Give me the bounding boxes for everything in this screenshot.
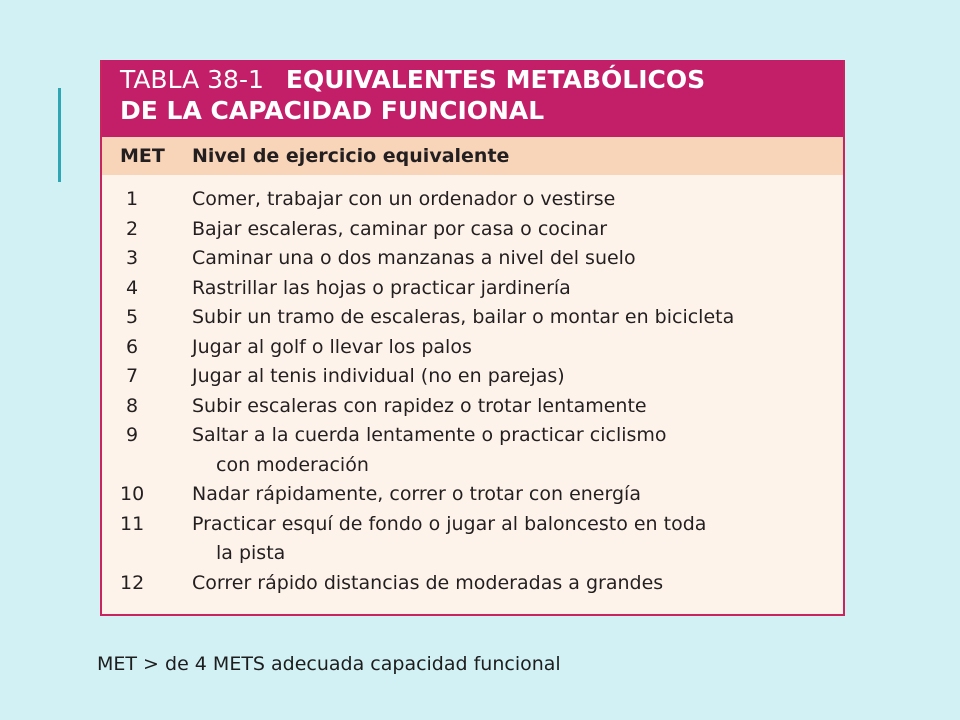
- exercise-text: Jugar al golf o llevar los palos: [192, 335, 472, 358]
- exercise-text: Saltar a la cuerda lentamente o practicar ciclismo: [192, 424, 667, 446]
- exercise-description: [192, 392, 843, 422]
- exercise-description: [192, 333, 843, 363]
- slide-accent-line: [58, 88, 61, 182]
- column-header-level: Nivel de ejercicio equivalente: [192, 145, 510, 167]
- met-value: 2: [126, 217, 139, 240]
- exercise-text: Nadar rápidamente, correr o trotar con energía: [192, 483, 641, 505]
- exercise-description: [192, 244, 843, 274]
- exercise-description: [192, 274, 843, 304]
- exercise-text: Caminar una o dos manzanas a nivel del suelo: [192, 247, 636, 269]
- met-value: 10: [120, 483, 145, 505]
- exercise-text: Comer, trabajar con un ordenador o vestirse: [192, 188, 616, 210]
- column-header-met: MET: [120, 145, 165, 167]
- table-row: [102, 333, 843, 363]
- exercise-description: [192, 421, 843, 480]
- table-title: EQUIVALENTES METABÓLICOS: [285, 65, 706, 94]
- table-title-line-1: [120, 64, 843, 95]
- exercise-description: [192, 480, 843, 510]
- met-value: 3: [126, 247, 139, 269]
- table-row: [102, 510, 843, 569]
- met-value: 12: [120, 571, 145, 594]
- met-value: 9: [126, 424, 139, 446]
- exercise-text: Bajar escaleras, caminar por casa o cocinar: [192, 217, 608, 240]
- exercise-text: Correr rápido distancias de moderadas a grandes: [192, 571, 664, 594]
- met-value: 7: [126, 365, 139, 387]
- table-row: [102, 480, 843, 510]
- footer-note: MET > de 4 METS adecuada capacidad funcional: [97, 653, 561, 675]
- exercise-description: [192, 362, 843, 392]
- exercise-description: [192, 215, 843, 245]
- met-value: 4: [126, 276, 139, 299]
- table-row: [102, 569, 843, 599]
- table-row: [102, 362, 843, 392]
- exercise-text: Subir escaleras con rapidez o trotar lentamente: [192, 394, 647, 417]
- exercise-description: [192, 569, 843, 599]
- exercise-description: [192, 510, 843, 569]
- exercise-description: [192, 185, 843, 215]
- table-title-line-2: DE LA CAPACIDAD FUNCIONAL: [120, 96, 545, 125]
- exercise-text-continuation: con moderación: [216, 453, 369, 476]
- exercise-text: Practicar esquí de fondo o jugar al baloncesto en toda: [192, 512, 707, 535]
- met-value: 1: [126, 188, 139, 210]
- table-label: TABLA 38-1: [120, 65, 264, 94]
- table-row: [102, 421, 843, 480]
- table-title-band: [102, 60, 843, 137]
- table-row: [102, 303, 843, 333]
- met-value: 8: [126, 394, 139, 417]
- exercise-text: Jugar al tenis individual (no en parejas): [192, 365, 565, 387]
- table-row: [102, 215, 843, 245]
- table-row: [102, 244, 843, 274]
- exercise-text-continuation: la pista: [216, 542, 286, 564]
- table-row: [102, 274, 843, 304]
- exercise-text: Rastrillar las hojas o practicar jardinería: [192, 276, 571, 299]
- table-row: [102, 392, 843, 422]
- table-row: [102, 185, 843, 215]
- exercise-text: Subir un tramo de escaleras, bailar o montar en bicicleta: [192, 306, 735, 328]
- met-table: [100, 60, 845, 616]
- table-body: [102, 175, 843, 598]
- met-value: 11: [120, 512, 145, 535]
- met-value: 6: [126, 335, 139, 358]
- met-value: 5: [126, 306, 139, 328]
- table-header-row: [102, 137, 843, 175]
- exercise-description: [192, 303, 843, 333]
